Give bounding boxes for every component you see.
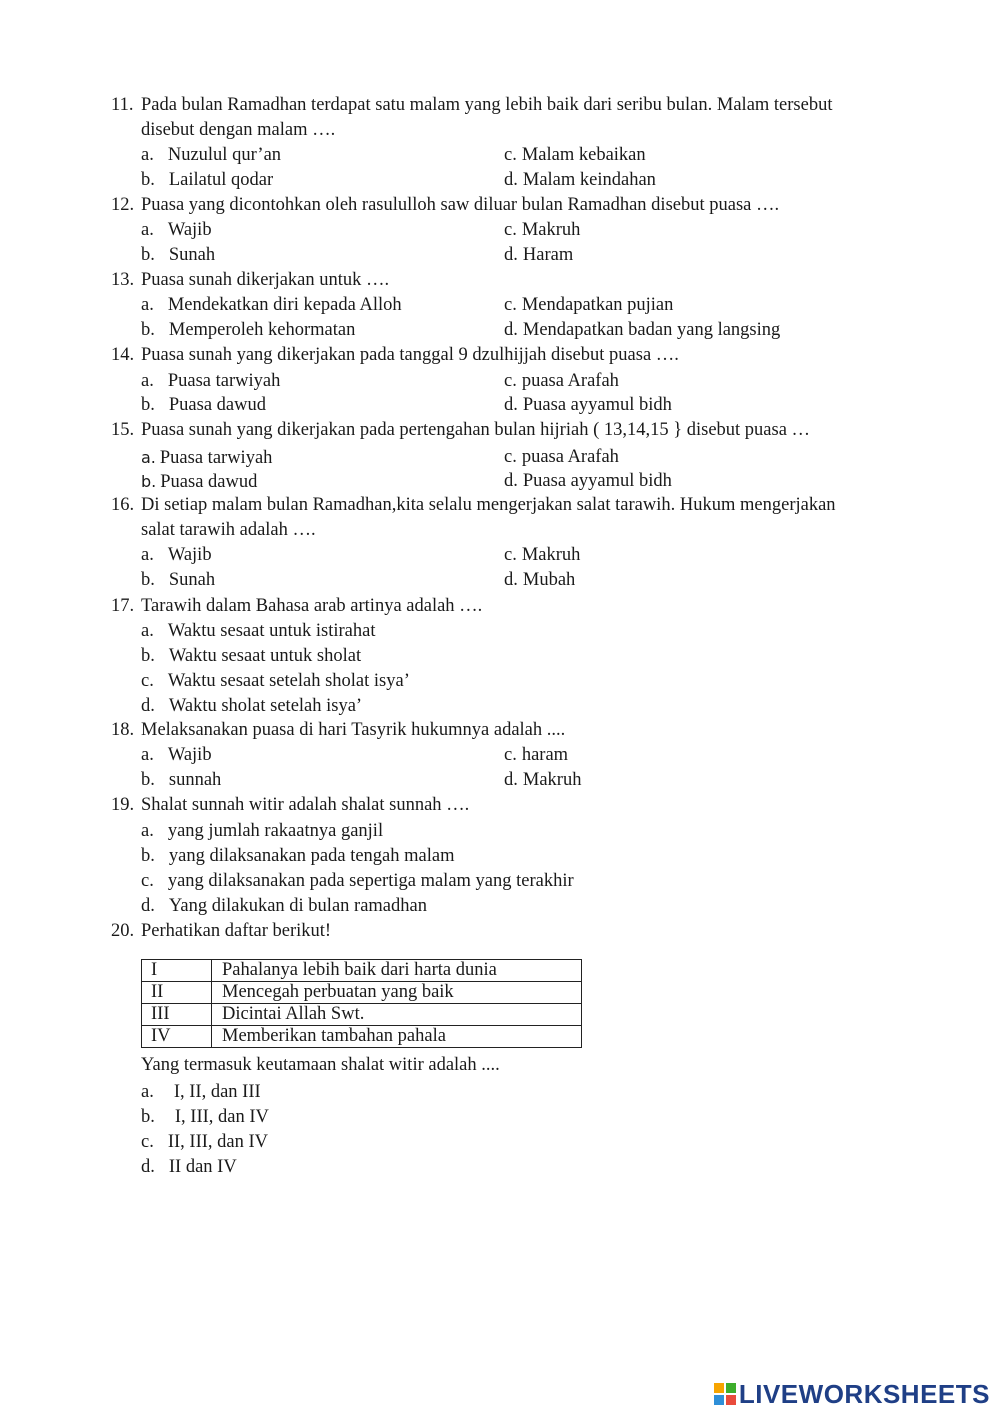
option-text: Waktu sesaat untuk sholat [168, 646, 362, 666]
option-b[interactable] [141, 318, 355, 343]
question-number: 16. [111, 495, 135, 515]
option-b[interactable] [141, 568, 215, 593]
option-a[interactable] [141, 619, 375, 644]
option-a[interactable] [141, 1080, 261, 1105]
question-text: disebut dengan malam …. [141, 120, 336, 140]
question-text: Di setiap malam bulan Ramadhan,kita selalu mengerjakan salat tarawih. Hukum mengerjakan [141, 495, 836, 515]
liveworksheets-logo [714, 1379, 990, 1409]
option-label: c. [141, 1132, 154, 1152]
option-c[interactable] [141, 1130, 268, 1155]
option-label: a. [141, 145, 154, 165]
option-text: Makruh [521, 220, 581, 240]
option-label: d. [504, 770, 518, 790]
option-a[interactable] [141, 143, 281, 168]
option-label: b. [141, 395, 155, 415]
option-label: a. [141, 545, 154, 565]
option-text: haram [521, 745, 569, 765]
option-label: b. [141, 770, 155, 790]
option-label: b. [141, 320, 155, 340]
option-d[interactable] [504, 318, 780, 343]
table-cell-roman: I [142, 960, 212, 982]
option-a[interactable] [141, 218, 212, 243]
option-a[interactable] [141, 369, 280, 394]
table-row [142, 1004, 582, 1026]
option-label: a. [141, 295, 154, 315]
question-text: Yang termasuk keutamaan shalat witir adalah .... [141, 1055, 500, 1075]
option-text: Makruh [521, 545, 581, 565]
question-text: Perhatikan daftar berikut! [141, 921, 332, 941]
option-label: d. [141, 696, 155, 716]
option-b[interactable] [141, 644, 361, 669]
option-text: I, III, dan IV [174, 1107, 269, 1127]
watermark-text: LIVEWORKSHEETS [738, 1378, 990, 1409]
question-text: salat tarawih adalah …. [141, 520, 316, 540]
question-text: Puasa sunah dikerjakan untuk …. [141, 270, 390, 290]
question-text: Puasa sunah yang dikerjakan pada tanggal 9 dzulhijjah disebut puasa …. [141, 345, 679, 365]
option-a[interactable] [141, 293, 402, 318]
option-label: b. [141, 646, 155, 666]
option-label: d. [141, 896, 155, 916]
question-number: 19. [111, 795, 135, 815]
option-c[interactable] [504, 543, 580, 568]
option-text: Malam kebaikan [521, 145, 646, 165]
option-label: a. [141, 745, 154, 765]
option-d[interactable] [504, 568, 575, 593]
question-number: 14. [111, 345, 135, 365]
option-d[interactable] [504, 168, 656, 193]
option-label: c. [504, 295, 517, 315]
option-text: Waktu sholat setelah isya’ [168, 696, 363, 716]
option-label: c. [504, 545, 517, 565]
option-text: II, III, dan IV [167, 1132, 269, 1152]
option-b[interactable] [141, 469, 257, 495]
option-label: c. [141, 671, 154, 691]
option-text: Puasa ayyamul bidh [522, 471, 672, 491]
option-text: Wajib [167, 220, 212, 240]
option-label: c. [504, 447, 517, 467]
option-text: yang jumlah rakaatnya ganjil [167, 821, 384, 841]
table-cell-text: Dicintai Allah Swt. [212, 1004, 582, 1026]
option-text: Haram [522, 245, 574, 265]
option-label: a. [141, 1082, 154, 1102]
liveworksheets-icon [714, 1383, 736, 1405]
option-text: Lailatul qodar [168, 170, 274, 190]
option-label: a. [141, 371, 154, 391]
table-row [142, 982, 582, 1004]
option-text: Yang dilakukan di bulan ramadhan [168, 896, 427, 916]
question-number: 12. [111, 195, 135, 215]
option-b[interactable] [141, 168, 273, 193]
option-text: Puasa tarwiyah [167, 371, 281, 391]
question-number: 11. [111, 95, 134, 115]
table-cell-text: Mencegah perbuatan yang baik [212, 982, 582, 1004]
table-cell-text: Pahalanya lebih baik dari harta dunia [212, 960, 582, 982]
option-d[interactable] [504, 243, 573, 268]
option-label: d. [141, 1157, 155, 1177]
option-label: b. [141, 846, 155, 866]
question-text: Puasa sunah yang dikerjakan pada pertengahan bulan hijriah ( 13,14,15 } disebut puasa … [141, 420, 811, 440]
option-label: a. [141, 821, 154, 841]
option-b[interactable] [141, 844, 455, 869]
option-text: Mendapatkan badan yang langsing [522, 320, 781, 340]
option-label: b. [141, 170, 155, 190]
option-label: d. [504, 320, 518, 340]
option-c[interactable] [504, 143, 646, 168]
question-number: 17. [111, 596, 135, 616]
table-cell-roman: IV [142, 1026, 212, 1048]
option-text: Mubah [522, 570, 576, 590]
table-row [142, 960, 582, 982]
option-text: yang dilaksanakan pada sepertiga malam yang terakhir [167, 871, 574, 891]
question-text: Puasa yang dicontohkan oleh rasululloh saw diluar bulan Ramadhan disebut puasa …. [141, 195, 780, 215]
option-text: Waktu sesaat setelah sholat isya’ [167, 671, 410, 691]
option-label: d. [504, 471, 518, 491]
option-label: d. [504, 570, 518, 590]
option-label: d. [504, 395, 518, 415]
option-text: Sunah [168, 570, 216, 590]
option-a[interactable] [141, 445, 272, 471]
table-row [142, 1026, 582, 1048]
option-d[interactable] [504, 768, 581, 793]
option-b[interactable] [141, 243, 215, 268]
option-text: Waktu sesaat untuk istirahat [167, 621, 376, 641]
option-text: Makruh [522, 770, 582, 790]
option-label: b. [141, 570, 155, 590]
question-number: 18. [111, 720, 135, 740]
option-text: sunnah [168, 770, 222, 790]
option-label: d. [504, 245, 518, 265]
option-label: d. [504, 170, 518, 190]
option-text: Puasa dawud [160, 472, 258, 492]
option-c[interactable] [504, 369, 619, 394]
option-c[interactable] [504, 218, 580, 243]
option-text: II dan IV [168, 1157, 237, 1177]
option-b[interactable] [141, 1105, 269, 1130]
option-b[interactable] [141, 393, 266, 418]
question-text: Tarawih dalam Bahasa arab artinya adalah …. [141, 596, 483, 616]
question-text: Melaksanakan puasa di hari Tasyrik hukumnya adalah .... [141, 720, 566, 740]
option-text: Malam keindahan [522, 170, 656, 190]
option-label: a. [141, 448, 156, 467]
option-d[interactable] [141, 694, 362, 719]
option-label: c. [504, 745, 517, 765]
question-number: 13. [111, 270, 135, 290]
option-text: Nuzulul qur’an [167, 145, 282, 165]
question-text: Pada bulan Ramadhan terdapat satu malam yang lebih baik dari seribu bulan. Malam tersebut [141, 95, 833, 115]
option-d[interactable] [141, 894, 427, 919]
option-text: Puasa ayyamul bidh [522, 395, 672, 415]
question-number: 15. [111, 420, 135, 440]
option-c[interactable] [141, 669, 410, 694]
option-d[interactable] [141, 1155, 237, 1180]
option-text: Wajib [167, 545, 212, 565]
option-text: Sunah [168, 245, 216, 265]
option-label: c. [504, 220, 517, 240]
option-a[interactable] [141, 743, 212, 768]
option-label: a. [141, 220, 154, 240]
option-text: yang dilaksanakan pada tengah malam [168, 846, 455, 866]
option-text: Wajib [167, 745, 212, 765]
option-b[interactable] [141, 768, 221, 793]
option-text: puasa Arafah [521, 371, 619, 391]
option-d[interactable] [504, 393, 672, 418]
option-text: Memperoleh kehormatan [168, 320, 356, 340]
option-label: c. [141, 871, 154, 891]
statement-table [141, 959, 582, 1048]
option-c[interactable] [141, 869, 574, 894]
option-c[interactable] [504, 445, 619, 470]
question-number: 20. [111, 921, 135, 941]
option-text: Puasa tarwiyah [159, 448, 273, 468]
option-text: Mendapatkan pujian [521, 295, 674, 315]
option-d[interactable] [504, 469, 672, 494]
question-text: Shalat sunnah witir adalah shalat sunnah …. [141, 795, 470, 815]
option-text: Mendekatkan diri kepada Alloh [167, 295, 402, 315]
option-label: c. [504, 371, 517, 391]
option-c[interactable] [504, 743, 568, 768]
table-cell-roman: III [142, 1004, 212, 1026]
option-text: I, II, dan III [173, 1082, 261, 1102]
option-a[interactable] [141, 819, 383, 844]
table-cell-roman: II [142, 982, 212, 1004]
option-label: b. [141, 1107, 155, 1127]
option-text: Puasa dawud [168, 395, 266, 415]
option-text: puasa Arafah [521, 447, 619, 467]
option-label: b. [141, 472, 157, 491]
table-cell-text: Memberikan tambahan pahala [212, 1026, 582, 1048]
option-a[interactable] [141, 543, 212, 568]
option-label: c. [504, 145, 517, 165]
option-label: b. [141, 245, 155, 265]
option-c[interactable] [504, 293, 673, 318]
option-label: a. [141, 621, 154, 641]
